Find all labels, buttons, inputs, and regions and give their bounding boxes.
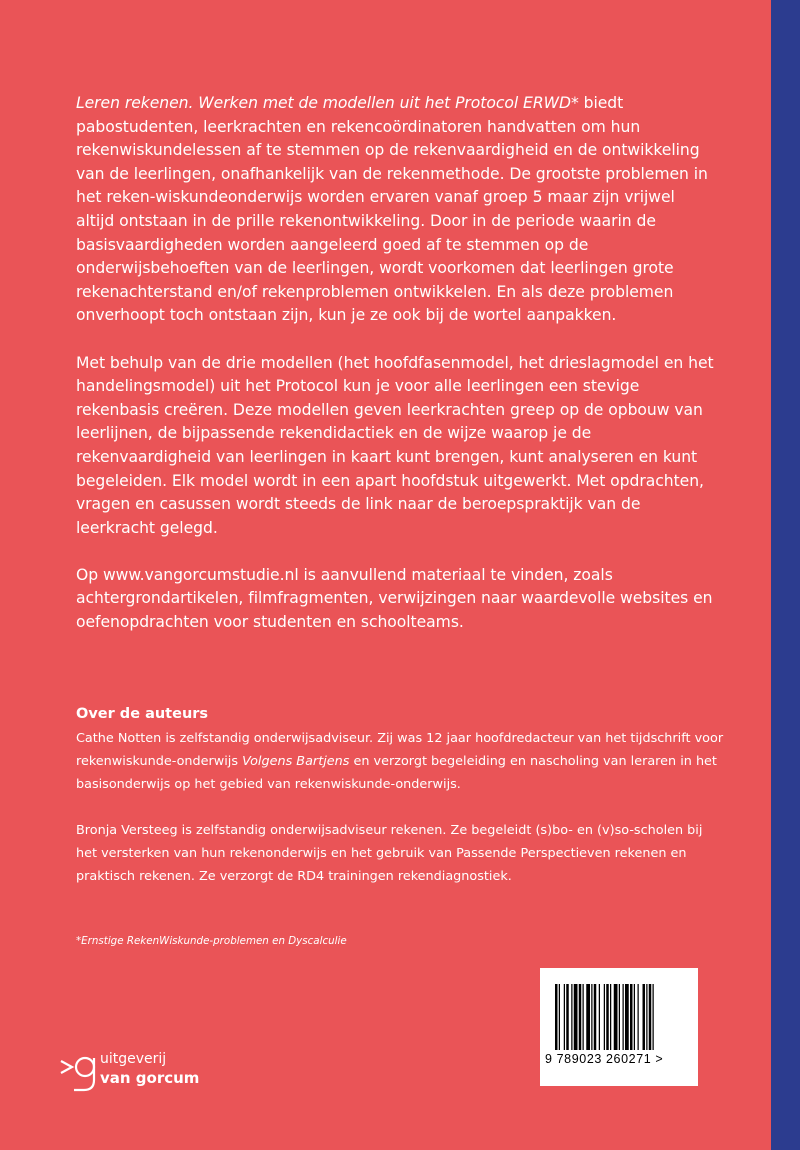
isbn-number: 9 789023 260271 > — [545, 1052, 664, 1066]
barcode-bar — [606, 984, 609, 1050]
book-title-italic: Leren rekenen. Werken met de modellen uit het Protocol ERWD* — [76, 94, 579, 112]
barcode-bar — [594, 984, 597, 1050]
barcode-bar — [619, 984, 620, 1050]
publisher-line-1: uitgeverij — [100, 1051, 167, 1067]
barcode-bar — [583, 984, 584, 1050]
barcode-bar — [586, 984, 590, 1050]
barcode-bar — [646, 984, 647, 1050]
publisher-logo — [58, 1050, 258, 1100]
barcode-bar — [564, 984, 565, 1050]
barcode-bar — [599, 984, 600, 1050]
authors-heading: Over de auteurs — [76, 706, 209, 722]
barcode-bar — [638, 984, 639, 1050]
footnote: *Ernstige RekenWiskunde-problemen en Dyscalculie — [76, 935, 347, 947]
barcode-bar — [623, 984, 624, 1050]
publisher-line-2: van gorcum — [100, 1069, 200, 1087]
barcode-bar — [591, 984, 592, 1050]
barcode-bar — [604, 984, 605, 1050]
barcode-bar — [555, 984, 558, 1050]
barcode-bar — [559, 984, 560, 1050]
barcode-bar — [653, 984, 654, 1050]
barcode-bar — [610, 984, 611, 1050]
barcode-bar — [579, 984, 582, 1050]
barcode-bar — [571, 984, 572, 1050]
spine-band — [771, 0, 800, 1150]
barcode-bar — [614, 984, 618, 1050]
description-paragraph-1: Leren rekenen. Werken met de modellen uit het Protocol ERWD* biedt pabostudenten, leerkrachten en rekencoördinatoren handvatten om hun rekenwiskundelessen af te stemmen op de rekenvaardigheid en de ontwikkeling van de leerlingen, onafhankelijk van de rekenmethode. De grootste problemen in het reken-wiskundeonderwijs worden ervaren vanaf groep 5 maar zijn vrijwel altijd ontstaan in de prille rekenontwikkeling. Door in de periode waarin de basisvaardigheden worden aangeleerd goed af te stemmen op de onderwijsbehoeften van de leerlingen, wordt voorkomen dat leerlingen grote rekenachterstand en/of rekenproblemen ontwikkelen. En als deze problemen onverhoopt toch ontstaan zijn, kun je ze ook bij de wortel aanpakken. — [76, 94, 708, 325]
barcode-bar — [566, 984, 569, 1050]
description-paragraph-2: Met behulp van de drie modellen (het hoofdfasenmodel, het drieslagmodel en het handelingsmodel) uit het Protocol kun je voor alle leerlingen een stevige rekenbasis creëren. Deze modellen geven leerkrachten greep op de opbouw van leerlijnen, de bijpassende rekendidactiek en de wijze waarop je de rekenvaardigheid van leerlingen in kaart kunt brengen, kunt analyseren en kunt begeleiden. Elk model wordt in een apart hoofdstuk uitgewerkt. Met opdrachten, vragen en casussen wordt steeds de link naar de beroepspraktijk van de leerkracht gelegd. — [76, 353, 714, 537]
barcode-bar — [625, 984, 629, 1050]
book-description — [76, 92, 716, 658]
author-bio-versteeg: Bronja Versteeg is zelfstandig onderwijsadviseur rekenen. Ze begeleidt (s)bo- en (v)so-scholen bij het versterken van hun rekenonderwijs en het gebruik van Passende Perspectieven rekenen en praktisch rekenen. Ze verzorgt de RD4 trainingen rekendiagnostiek. — [76, 823, 703, 884]
description-paragraph-3: Op www.vangorcumstudie.nl is aanvullend materiaal te vinden, zoals achtergrondartikelen, filmfragmenten, verwijzingen naar waardevolle websites en oefenopdrachten voor studenten en schoolteams. — [76, 565, 713, 632]
barcode-bar — [634, 984, 635, 1050]
barcode-bars — [555, 984, 683, 1050]
barcode-bar — [574, 984, 578, 1050]
barcode-bar — [630, 984, 633, 1050]
authors-section — [76, 727, 726, 911]
author-bio-notten: Cathe Notten is zelfstandig onderwijsadviseur. Zij was 12 jaar hoofdredacteur van het tijdschrift voor rekenwiskunde-onderwijs Volgens Bartjens en verzorgt begeleiding en nascholing van leraren in het basisonderwijs op het gebied van rekenwiskunde-onderwijs. — [76, 731, 724, 792]
barcode-panel — [540, 968, 698, 1086]
barcode-bar — [643, 984, 646, 1050]
barcode-bar — [649, 984, 652, 1050]
van-gorcum-logo-mark-icon — [58, 1050, 98, 1098]
